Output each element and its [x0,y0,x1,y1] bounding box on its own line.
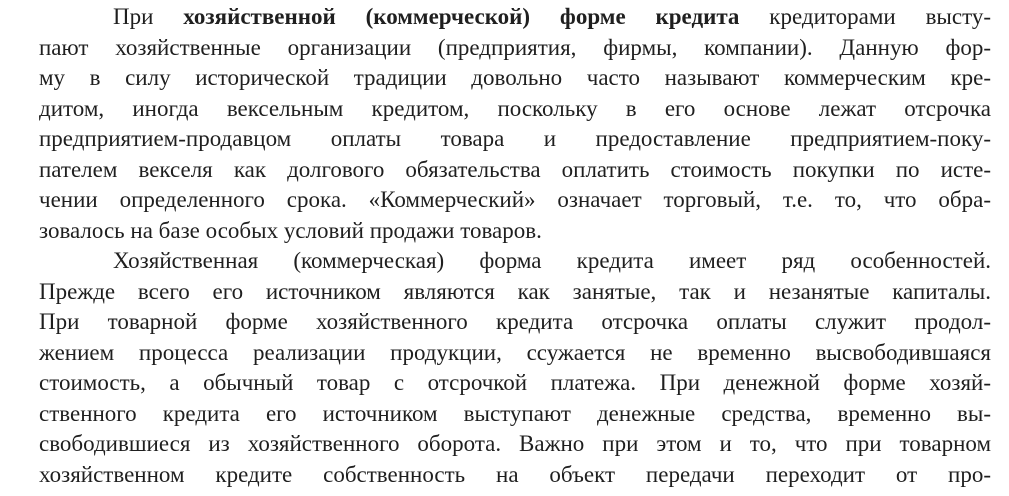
paragraph-2-line-2: Прежде всего его источником являются как занятые, так и незанятые капиталы. [39,279,991,304]
paragraph-2-line-5: стоимость, а обычный товар с отсрочкой платежа. При денежной форме хозяй- [39,370,991,395]
paragraph-2-line-4: жением процесса реализации продукции, ссужается не временно высвободившаяся [39,340,991,365]
paragraph-1-line-6: пателем векселя как долгового обязательства оплатить стоимость покупки по исте- [39,157,991,182]
line-part: При [113,4,184,29]
line-part: кредиторами высту- [739,4,992,29]
paragraph-1-line-5: предприятием-продавцом оплаты товара и предоставление предприятием-поку- [39,126,991,151]
paragraph-1-line-3: му в силу исторической традиции довольно часто называют коммерческим кре- [39,65,991,90]
paragraph-1-line-7: чении определенного срока. «Коммерческий» означает торговый, т.е. то, что обра- [39,187,991,212]
paragraph-1-line-4: дитом, иногда вексельным кредитом, поскольку в его основе лежат отсрочка [39,96,991,121]
paragraph-2-line-7: свободившиеся из хозяйственного оборота. Важно при этом и то, что при товарном [39,431,991,456]
paragraph-2-line-1: Хозяйственная (коммерческая) форма кредита имеет ряд особенностей. [113,248,991,273]
bold-term: хозяйственной (коммерческой) форме кредита [183,4,740,29]
paragraph-2-line-3: При товарной форме хозяйственного кредита отсрочка оплаты служит продол- [39,309,991,334]
paragraph-2-line-6: ственного кредита его источником выступают денежные средства, временно вы- [39,401,991,426]
paragraph-1-line-1 [39,2,991,31]
paragraph-2-line-8: хозяйственном кредите собственность на объект передачи переходит от про- [39,462,991,487]
paragraph-1-line-8: зовалось на базе особых условий продажи товаров. [39,218,542,243]
paragraph-1-line-2: пают хозяйственные организации (предприятия, фирмы, компании). Данную фор- [39,35,991,60]
